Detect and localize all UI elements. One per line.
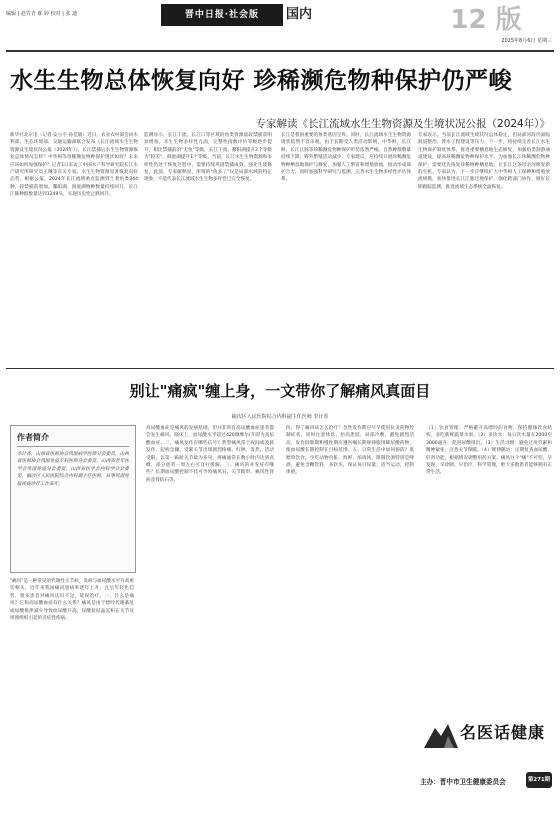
issue-badge-text: 第271期	[527, 777, 551, 783]
author-box-title: 作者简介	[17, 432, 129, 447]
lead-subheadline: 专家解读《长江流域水生生物资源及生境状况公报（2024年）》	[255, 118, 550, 130]
header-rule	[6, 50, 554, 52]
editors-line: 编辑 | 赵竹青 郝 婷 校对 | 张 迪	[6, 11, 78, 17]
mountain-logo-icon	[424, 722, 458, 748]
page-number: 12 版	[450, 5, 522, 35]
brand-text: 晋中日报·社会版	[184, 10, 260, 20]
article2-column-1: "痛风"是一种常见的代谢性关节病，发病与血尿酸水平升高密切相关。近年来我国痛风患病率逐年上升，且呈年轻化趋势，很多患者对痛风认识不足，延误治疗。一、什么是痛风？它和高尿酸血症有什么关系？痛风是由于嘌呤代谢紊乱或尿酸排泄减少导致血尿酸升高，尿酸盐结晶沉积在关节及周围组织引起的炎症性疾病。	[10, 579, 134, 622]
lead-column-2: 监测显示，长江干流、长江口等区域的鱼类资源量较禁捕前明显增加。水生生物多样性方面，完整性指数评价等级逐步提升，相比禁捕前的"无鱼"等级，长江干流、鄱阳湖提升2个等级为"较差"，洞庭湖提升1个等级。当前，长江水生生物资源和多样性仍处于恢复过程中，需要持续巩固禁捕成效，强化生境修复。此前，专家解释说，所谓的"鱼多了"仅是局部水域的特定现象，不能代表长江流域水生生物多样性已完全恢复。	[144, 133, 272, 183]
article2-column-2: 高尿酸血症是痛风的发病基础，但并非所有高尿酸血症患者都会发生痛风。临床上，血尿酸水平超过420微摩尔/升即为高尿酸血症。二、痛风发作有哪些信号？典型痛风常于夜间或凌晨发作，起病急骤，受累关节出现剧烈疼痛、红肿、发热，活动受限，以第一跖趾关节最为多见。疼痛通常在数小时内达到高峰，部分患者一周左右可自行缓解。三、痛风的并发症有哪些？长期血尿酸控制不佳可导致痛风石、关节畸形、痛风性肾病及肾结石等。	[146, 426, 274, 483]
banner-title: 名医话健康	[460, 723, 546, 742]
banner-sponsor: 主办：晋中市卫生健康委员会	[420, 778, 506, 786]
section-label: 国内	[286, 7, 313, 22]
article2-column-4: （1）饮食管理：严格避开高嘌呤的食物，保持健康饮食结构，多吃新鲜蔬菜水果。（2）多饮水：每日饮水量在2000至3000毫升，促进尿酸排出。（3）生活习惯：避免过度劳累和精神紧张，注意关节保暖。（4）规律随访：定期复查血尿酸、肝肾功能，根据情况调整用药方案。痛风这个"痛"不可怕，早发现、早诊断、早治疗，科学管理，绝大多数患者能够拥有正常生活。	[426, 426, 552, 476]
lead-column-3: 长江是我国重要的鱼类基因宝库。同时，长江流域水生生物资源现状依然不容乐观。由于长期受人类活动影响，中华鲟、长江鲟、长江江豚等珍稀濒危物种保护形势依然严峻。自然种群数量持续下降，野外繁殖活动减少。专家建议，应持续开展珍稀濒危物种栖息地保护与修复，加强人工繁育和增殖放流，推动形成保护合力。同时加强科学研究与监测，完善水生生物多样性评估体系。	[281, 133, 411, 183]
lead-headline: 水生生物总体恢复向好 珍稀濒危物种保护仍严峻	[10, 67, 513, 94]
lead-column-4: 专家表示，当前长江流域生境状况总体稳定，但局部河段仍面临航道整治、涉水工程建设等压力。下一步，将持续完善长江水生生物保护制度体系，推进重要栖息地生态修复，加强鱼类洄游通道建设，提高珍稀濒危物种保护水平。为加强长江珍稀濒危物种保护，需要优先恢复珍稀物种栖息地，让长江这条母亲河焕发新的生机。专家认为，下一步应继续扩大中华鲟人工保种和增殖放流规模，加快推进长江江豚迁地保护，强化跨部门协作，做好长期跟踪监测，推进流域生态系统全面恢复。	[418, 133, 550, 190]
brand-logo	[161, 4, 283, 26]
section-divider	[6, 368, 554, 369]
author-box	[10, 425, 136, 573]
article2-column-3: 四、得了痛风该怎么治疗？急性发作期应尽早使用抗炎药物控制症状，同时注意休息、抬高患肢、局部冷敷，避免剧烈活动。发作间歇期和慢性期应遵医嘱长期规律服用降尿酸药物，使血尿酸长期控制在目标范围。五、日常生活中如何预防？低嘌呤饮食，少吃动物内脏、海鲜、浓肉汤，限制饮酒特别是啤酒，避免含糖饮料，多饮水，保证每日尿量；适当运动，控制体重。	[286, 426, 414, 476]
lead-column-1: 新华社北京电（记者 安小平 孙佳敏）近日，农业农村部会同水利部、生态环境部、交通运输部联合发布《长江流域水生生物资源及生境状况公报（2024年）》。长江禁捕后水生生物资源恢复总体情况怎样？中华鲟等珍稀濒危物种保护现状如何？未来应该如何加强保护？记者1日采访了中国水产科学研究院长江水产研究所研究员王琳等有关专家。水生生物资源显著恢复向好态势。根据公报，2024年长江流域重点监测到土著鱼类344种，较禁捕前增加。鄱阳湖、洞庭湖物种数量持续回升，长江江豚种群数量达到1249头，实现历史性止跌回升。	[10, 133, 138, 198]
health-banner	[420, 718, 554, 810]
issue-date: 2025年8月6日 星期三	[501, 38, 552, 44]
article2-byline: 榆次区人民医院综合内科副主任医师 李计香	[231, 414, 329, 420]
author-bio: 李计香，山西省医师协会风湿病学医师分会委员，山西省医师协会风湿免疫专科医师分会委员，山西省老年医学会风湿免疫分会委员，山西省医学会内科学分会委员，榆次区人民医院综合内科副主任医师，从事风湿免疫疾病诊疗工作多年。	[17, 452, 129, 487]
page-header	[6, 4, 554, 50]
article2-headline: 别让"痛疯"缠上身，一文带你了解痛风真面目	[129, 382, 431, 400]
issue-badge	[526, 772, 552, 788]
